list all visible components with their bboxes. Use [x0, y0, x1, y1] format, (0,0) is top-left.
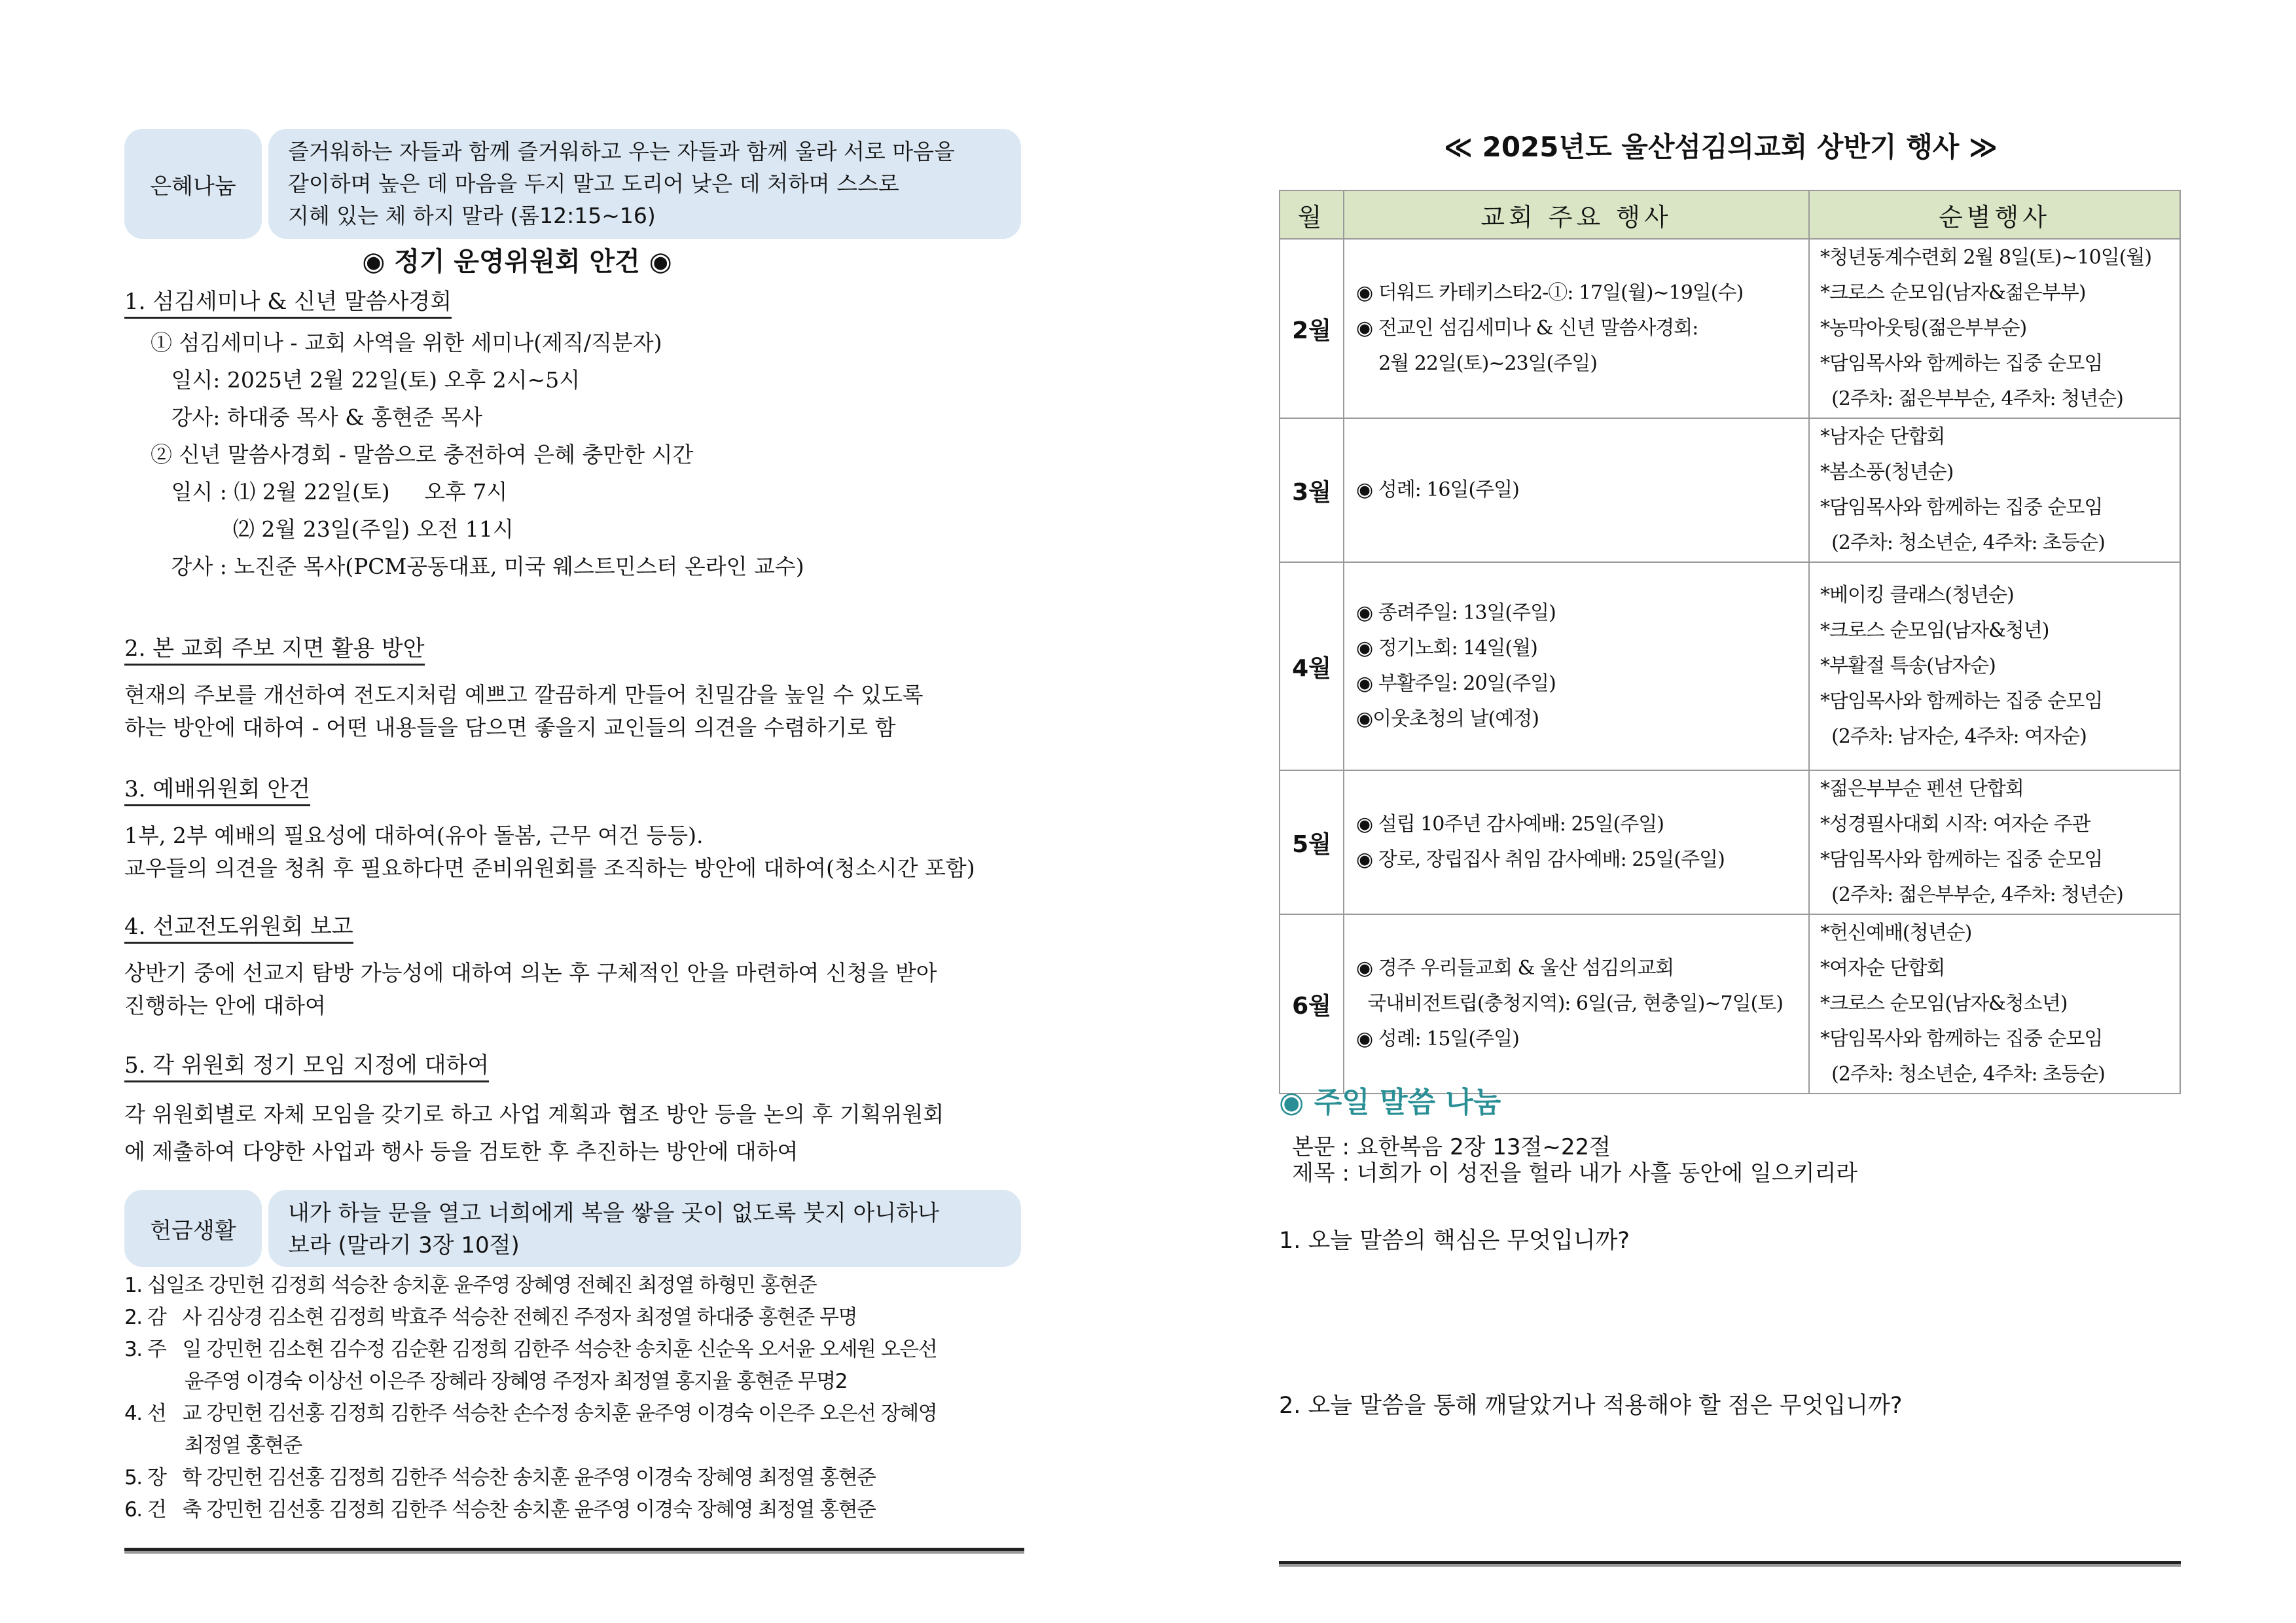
section-line: ② 신년 말씀사경회 - 말씀으로 충전하여 은혜 충만한 시간 — [151, 442, 694, 467]
section-line: 에 제출하여 다양한 사업과 행사 등을 검토한 후 추진하는 방안에 대하여 — [124, 1139, 798, 1164]
group-events-cell — [1809, 239, 2180, 418]
agenda-section-4 — [124, 908, 1028, 1022]
section-line: ① 섬김세미나 - 교회 사역을 위한 세미나(제직/직분자) — [151, 330, 662, 355]
events-title: ≪ 2025년도 울산섬김의교회 상반기 행사 ≫ — [1444, 131, 1998, 163]
right-page — [1148, 0, 2296, 1623]
event-item: ◉이웃초청의 날(예정) — [1356, 707, 1539, 730]
event-item: ◉ 성례: 15일(주일) — [1356, 1027, 1519, 1050]
agenda-section-2 — [124, 630, 1028, 744]
sermon-subject-line: 제목 : 너희가 이 성전을 헐라 내가 사흘 동안에 일으키리라 — [1292, 1160, 1858, 1186]
section-title: 2. 본 교회 주보 지면 활용 방안 — [124, 630, 425, 666]
sermon-sharing-title: ◉ 주일 말씀 나눔 — [1279, 1086, 1501, 1119]
section-title: 1. 섬김세미나 & 신년 말씀사경회 — [124, 283, 452, 319]
section-line: 강사: 하대중 목사 & 홍현준 목사 — [151, 404, 482, 430]
header-main-events: 교회 주요 행사 — [1344, 190, 1809, 239]
grace-tag: 은혜나눔 — [124, 129, 262, 239]
section-title: 4. 선교전도위원회 보고 — [124, 908, 353, 944]
event-item: *크로스 순모임(남자&청소년) — [1820, 992, 2068, 1015]
section-line: 일시: 2025년 2월 22일(토) 오후 2시~5시 — [151, 367, 581, 393]
section-title: 3. 예배위원회 안건 — [124, 771, 310, 806]
right-bottom-divider — [1279, 1561, 2181, 1564]
event-item: ◉ 더워드 카테키스타2-①: 17일(월)~19일(수) — [1356, 281, 1744, 304]
event-item: *베이킹 클래스(청년순) — [1820, 584, 2014, 607]
offering-list-item: 4. 선 교 강민헌 김선홍 김정희 김한주 석승찬 손수정 송치훈 윤주영 이경숙 이은주 오은선 장혜영 — [124, 1402, 937, 1425]
section-title: 5. 각 위원회 정기 모임 지정에 대하여 — [124, 1047, 489, 1082]
agenda-section-5 — [124, 1047, 1028, 1170]
section-line: 일시 : ⑴ 2월 22일(토) 오후 7시 — [151, 479, 508, 505]
offering-verse — [268, 1190, 1021, 1267]
table-row — [1280, 562, 2180, 770]
event-item: ◉ 전교인 섬김세미나 & 신년 말씀사경회: — [1356, 317, 1698, 340]
event-item: *담임목사와 함께하는 집중 순모임 — [1820, 848, 2103, 871]
section-line: 강사 : 노진준 목사(PCM공동대표, 미국 웨스트민스터 온라인 교수) — [151, 554, 804, 579]
section-line: 1부, 2부 예배의 필요성에 대하여(유아 돌봄, 근무 여건 등등). — [124, 823, 704, 848]
section-line: ⑵ 2월 23일(주일) 오전 11시 — [151, 516, 514, 542]
table-row — [1280, 914, 2180, 1094]
grace-verse — [268, 129, 1021, 239]
event-item: ◉ 종려주일: 13일(주일) — [1356, 601, 1556, 624]
event-item: *크로스 순모임(남자&젊은부부) — [1820, 281, 2086, 304]
month-cell: 4월 — [1280, 562, 1344, 770]
offering-verse-line: 내가 하늘 문을 열고 너희에게 복을 쌓을 곳이 없도록 붓지 아니하나 — [288, 1200, 939, 1226]
event-item: (2주차: 청소년순, 4주차: 초등순) — [1820, 1063, 2105, 1086]
offering-list-item: 5. 장 학 강민헌 김선홍 김정희 김한주 석승찬 송치훈 윤주영 이경숙 장혜영 최정열 홍현준 — [124, 1466, 876, 1489]
event-item: *크로스 순모임(남자&청년) — [1820, 619, 2049, 642]
offering-list-item: 2. 감 사 김상경 김소현 김정희 박효주 석승찬 전혜진 주정자 최정열 하대중 홍현준 무명 — [124, 1306, 857, 1329]
offering-list — [124, 1270, 1041, 1526]
event-item: (2주차: 젊은부부순, 4주차: 청년순) — [1820, 387, 2123, 410]
agenda-section-1 — [124, 283, 1028, 585]
header-group-events: 순별행사 — [1809, 190, 2180, 239]
event-item: 2월 22일(토)~23일(주일) — [1356, 352, 1597, 375]
section-line: 현재의 주보를 개선하여 전도지처럼 예쁘고 깔끔하게 만들어 친밀감을 높일 수 있도록 — [124, 682, 924, 707]
event-item: ◉ 부활주일: 20일(주일) — [1356, 672, 1556, 695]
main-events-cell — [1344, 562, 1809, 770]
group-events-cell — [1809, 770, 2180, 914]
grace-verse-line: 즐거워하는 자들과 함께 즐거워하고 우는 자들과 함께 울라 서로 마음을 — [288, 139, 955, 164]
event-item: ◉ 설립 10주년 감사예배: 25일(주일) — [1356, 813, 1664, 836]
main-events-cell — [1344, 914, 1809, 1094]
event-item: ◉ 정기노회: 14일(월) — [1356, 637, 1537, 660]
month-cell: 6월 — [1280, 914, 1344, 1094]
grace-verse-line: 같이하며 높은 데 마음을 두지 말고 도리어 낮은 데 처하며 스스로 — [288, 171, 899, 196]
question-2: 2. 오늘 말씀을 통해 깨달았거나 적용해야 할 점은 무엇입니까? — [1279, 1393, 1903, 1419]
month-cell: 2월 — [1280, 239, 1344, 418]
event-item: *담임목사와 함께하는 집중 순모임 — [1820, 352, 2103, 375]
offering-verse-line: 보라 (말라기 3장 10절) — [288, 1232, 520, 1258]
agenda-section-3 — [124, 771, 1028, 885]
header-month: 월 — [1280, 190, 1344, 239]
offering-list-item: 3. 주 일 강민헌 김소현 김수정 김순환 김정희 김한주 석승찬 송치훈 신순옥 오서윤 오세원 오은선 — [124, 1338, 937, 1361]
grace-verse-line: 지혜 있는 체 하지 말라 (롬12:15~16) — [288, 203, 656, 228]
event-item: (2주차: 젊은부부순, 4주차: 청년순) — [1820, 883, 2123, 906]
event-item: *담임목사와 함께하는 집중 순모임 — [1820, 496, 2103, 519]
event-item: *담임목사와 함께하는 집중 순모임 — [1820, 1027, 2103, 1050]
left-bottom-divider — [124, 1548, 1024, 1551]
event-item: *남자순 단합회 — [1820, 425, 1945, 448]
event-item: *젊은부부순 펜션 단합회 — [1820, 777, 2024, 800]
event-item: *봄소풍(청년순) — [1820, 461, 1954, 484]
group-events-cell — [1809, 418, 2180, 562]
event-item: *부활절 특송(남자순) — [1820, 654, 1996, 677]
question-1: 1. 오늘 말씀의 핵심은 무엇입니까? — [1279, 1228, 1630, 1254]
offering-box — [124, 1190, 1021, 1267]
month-cell: 5월 — [1280, 770, 1344, 914]
group-events-cell — [1809, 914, 2180, 1094]
table-row — [1280, 239, 2180, 418]
event-item: *여자순 단합회 — [1820, 957, 1945, 980]
table-row — [1280, 418, 2180, 562]
agenda-title: ◉ 정기 운영위원회 안건 ◉ — [362, 247, 672, 277]
event-item: ◉ 경주 우리들교회 & 울산 섬김의교회 — [1356, 957, 1674, 980]
section-line: 상반기 중에 선교지 탐방 가능성에 대하여 의논 후 구체적인 안을 마련하여 신청을 받아 — [124, 960, 937, 986]
event-item: *청년동계수련회 2월 8일(토)~10일(월) — [1820, 246, 2152, 269]
offering-list-item: 1. 십일조 강민헌 김정희 석승찬 송치훈 윤주영 장혜영 전혜진 최정열 하형민 홍현준 — [124, 1274, 817, 1297]
main-events-cell — [1344, 418, 1809, 562]
main-events-cell — [1344, 239, 1809, 418]
event-item: ◉ 성례: 16일(주일) — [1356, 478, 1519, 501]
main-events-cell — [1344, 770, 1809, 914]
event-item: ◉ 장로, 장립집사 취임 감사예배: 25일(주일) — [1356, 848, 1725, 871]
offering-list-item: 6. 건 축 강민헌 김선홍 김정희 김한주 석승찬 송치훈 윤주영 이경숙 장혜영 최정열 홍현준 — [124, 1498, 876, 1522]
table-header-row — [1280, 190, 2180, 239]
event-item: *담임목사와 함께하는 집중 순모임 — [1820, 690, 2103, 713]
table-row — [1280, 770, 2180, 914]
offering-list-item: 윤주영 이경숙 이상선 이은주 장혜라 장혜영 주정자 최정열 홍지율 홍현준 무명2 — [124, 1370, 847, 1393]
section-line: 교우들의 의견을 청취 후 필요하다면 준비위원회를 조직하는 방안에 대하여(청소시간 포함) — [124, 855, 975, 881]
event-item: *성경필사대회 시작: 여자순 주관 — [1820, 813, 2090, 836]
month-cell: 3월 — [1280, 418, 1344, 562]
section-line: 진행하는 안에 대하여 — [124, 993, 326, 1018]
offering-tag: 헌금생활 — [124, 1190, 262, 1267]
event-item: *헌신예배(청년순) — [1820, 921, 1972, 944]
events-table — [1279, 190, 2181, 1094]
offering-list-item: 최정열 홍현준 — [124, 1434, 302, 1457]
section-line: 각 위원회별로 자체 모임을 갖기로 하고 사업 계획과 협조 방안 등을 논의 후 기획위원회 — [124, 1101, 944, 1127]
event-item: (2주차: 청소년순, 4주차: 초등순) — [1820, 531, 2105, 554]
event-item: *농막아웃팅(젊은부부순) — [1820, 317, 2027, 340]
section-line: 하는 방안에 대하여 - 어떤 내용들을 담으면 좋을지 교인들의 의견을 수렴하기로 함 — [124, 715, 896, 740]
event-item: (2주차: 남자순, 4주차: 여자순) — [1820, 725, 2087, 748]
event-item: 국내비전트립(충청지역): 6일(금, 현충일)~7일(토) — [1356, 992, 1783, 1015]
grace-sharing-box — [124, 129, 1021, 239]
group-events-cell — [1809, 562, 2180, 770]
sermon-text-line: 본문 : 요한복음 2장 13절~22절 — [1292, 1134, 1611, 1160]
